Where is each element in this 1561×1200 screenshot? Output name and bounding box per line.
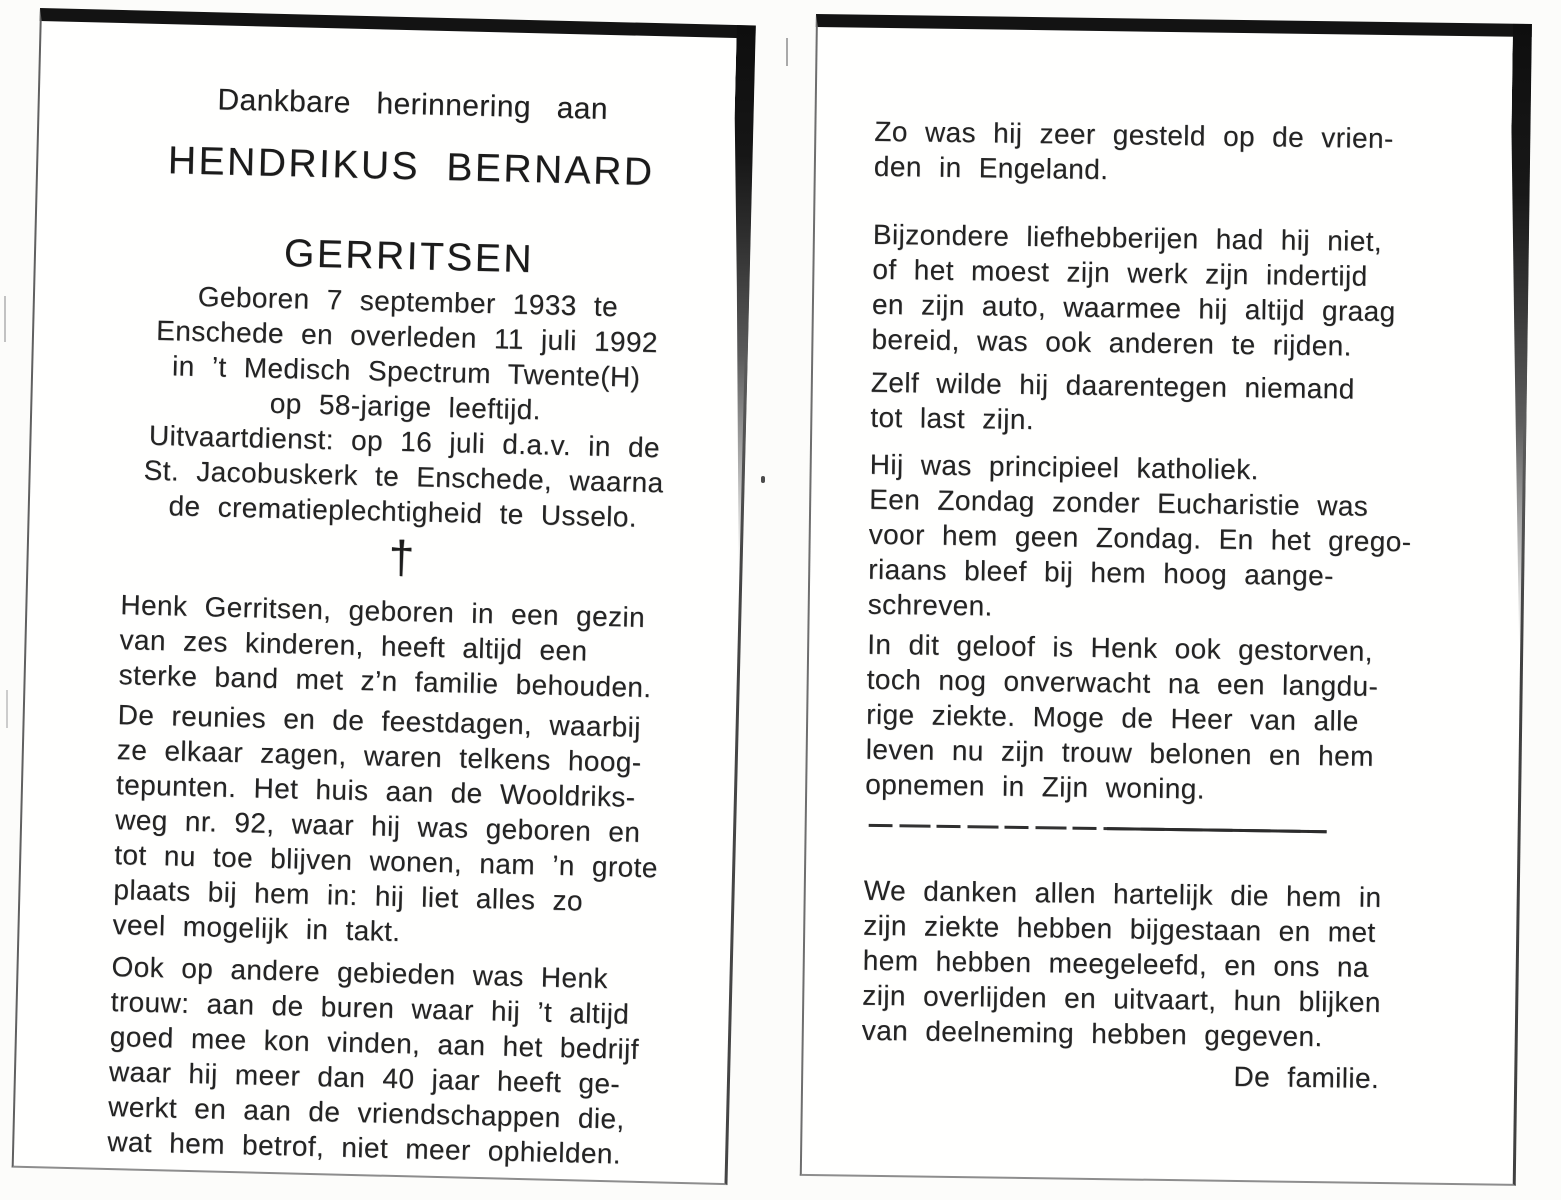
scan-edge-mark — [6, 690, 8, 728]
paragraph-no-burden: Zelf wilde hij daarentegen niemand tot last zijn. — [870, 366, 1355, 436]
paragraph-reunions: De reunies en de feestdagen, waarbij ze elkaar zagen, waren telkens hoog- tepunten. Het huis aan de Wooldriks- weg nr. 92, waar hij was geboren en tot nu toe blijven wonen, nam ’n grote plaats bij hem in: hij liet alles zo veel mogelijk in takt. — [112, 699, 659, 948]
signature-family: De familie. — [1233, 1060, 1380, 1094]
birth-death-details: Geboren 7 september 1933 te Enschede en overleden 11 juli 1992 in ’t Medisch Spectrum Twente(H) op 58-jarige leeftijd. — [155, 280, 659, 426]
funeral-service-details: Uitvaartdienst: op 16 juli d.a.v. in de St. Jacobuskerk te Enschede, waarna de crematieplechtigheid te Usselo. — [143, 419, 664, 533]
paragraph-thanks: We danken allen hartelijk die hem in zijn ziekte hebben bijgestaan en met hem hebben meegeleefd, en ons na zijn overlijden en uitvaart, hun blijken van deelneming hebben gegeven. — [861, 874, 1382, 1053]
paragraph-passing: In dit geloof is Henk ook gestorven, toch nog onverwacht na een langdu- rige ziekte. Moge de Heer van alle leven nu zijn trouw belonen en hem opnemen in Zijn woning. — [865, 628, 1379, 805]
deceased-name-line1: HENDRIKUS BERNARD — [167, 139, 656, 195]
scan-edge-mark — [786, 38, 788, 66]
paragraph-friends-england: Zo was hij zeer gesteld op de vrien- den in Engeland. — [873, 115, 1394, 186]
dashed-separator-line — [869, 824, 1327, 833]
paragraph-loyalty: Ook op andere gebieden was Henk trouw: aan de buren waar hij ’t altijd goed mee kon vinden, aan het bedrijf waar hij meer dan 40 jaar heeft ge- werkt en aan de vriendschappen die, wat hem betrof, niet meer ophielden. — [106, 951, 640, 1170]
scan-speck — [761, 476, 765, 483]
scan-edge-mark — [4, 296, 6, 342]
cross-symbol: † — [388, 530, 416, 584]
paragraph-family: Henk Gerritsen, geboren in een gezin van zes kinderen, heeft altijd een sterke band met z’n familie behouden. — [118, 589, 652, 704]
memorial-card-right-page — [800, 14, 1532, 1186]
deceased-name-line2: GERRITSEN — [283, 232, 535, 282]
paragraph-catholic-faith: Hij was principieel katholiek. Een Zondag zonder Eucharistie was voor hem geen Zondag. En het grego- riaans bleef bij hem hoog aange- schreven. — [867, 448, 1412, 622]
paragraph-hobbies: Bijzondere liefhebberijen had hij niet, of het moest zijn werk zijn indertijd en zijn auto, waarmee hij altijd graag bereid, was ook anderen te rijden. — [871, 218, 1396, 362]
memorial-header: Dankbare herinnering aan — [217, 83, 609, 126]
memorial-card-left-page — [12, 8, 756, 1185]
deceased-name — [129, 137, 692, 286]
